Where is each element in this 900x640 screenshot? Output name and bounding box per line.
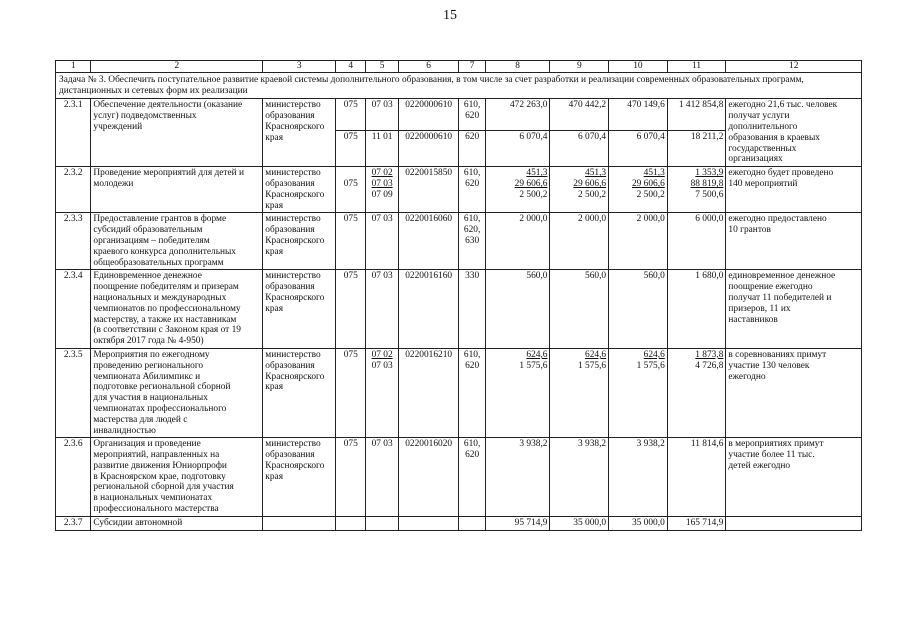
value-line: 29 606,6: [631, 178, 665, 189]
amount-year2: 3 938,2: [550, 438, 609, 517]
csr-code: 0220000610: [398, 131, 459, 167]
text-line: региональной сборной для участия: [93, 482, 234, 493]
agency: [263, 213, 336, 270]
amount-year1: 472 263,0: [485, 99, 550, 131]
table-row: [56, 348, 862, 437]
measure-name: [91, 438, 263, 517]
text-line: Красноярского: [265, 189, 325, 200]
value-line: 29 606,6: [573, 178, 607, 189]
amount-year1: 95 714,9: [485, 516, 550, 530]
text-line: образования: [265, 282, 315, 293]
amount-year1: [485, 167, 550, 213]
agency: [263, 99, 336, 167]
text-line: поощрение победителям и призерам: [93, 282, 239, 293]
text-line: ежегодно: [728, 371, 766, 382]
text-line: проведению регионального: [93, 360, 204, 371]
text-line: Красноярского: [265, 235, 325, 246]
header-cell: 1: [56, 61, 91, 73]
amount-year2: 35 000,0: [550, 516, 609, 530]
header-cell: 11: [667, 61, 726, 73]
vr-code: [459, 167, 485, 213]
expected-result: [726, 99, 862, 167]
text-line: субсидий образовательным: [93, 225, 203, 236]
amount-year3: 470 149,6: [609, 99, 668, 131]
text-line: получат услуги: [728, 111, 790, 122]
text-line: 610,: [463, 439, 481, 450]
text-line: образования в краевых: [728, 132, 820, 143]
text-line: Красноярского: [265, 460, 325, 471]
text-line: края: [265, 382, 284, 393]
vr-code: 610, 620: [459, 99, 485, 131]
row-number: 2.3.1: [56, 99, 91, 167]
amount-year2: 2 000,0: [550, 213, 609, 270]
header-cell: 2: [91, 61, 263, 73]
text-line: края: [265, 471, 284, 482]
csr-code: 0220016060: [398, 213, 459, 270]
text-line: 620: [465, 178, 480, 189]
header-cell: 12: [726, 61, 862, 73]
text-line: Красноярского: [265, 292, 325, 303]
agency: [263, 167, 336, 213]
header-row: [56, 61, 862, 73]
text-line: Красноярского: [265, 121, 325, 132]
amount-year2: [550, 167, 609, 213]
text-line: министерство: [265, 271, 321, 282]
amount-year3: [609, 167, 668, 213]
text-line: учреждений: [93, 121, 143, 132]
table-row: [56, 167, 862, 213]
vr-code: [459, 516, 485, 530]
text-line: 620: [465, 450, 480, 461]
text-line: чемпионата Абилимпикс и: [93, 371, 201, 382]
text-line: поощрение ежегодно: [728, 282, 813, 293]
text-line: молодежи: [93, 178, 134, 189]
text-line: чемпионатов по профессиональному: [93, 303, 241, 314]
text-line: края: [265, 246, 284, 257]
text-line: в национальных чемпионатах: [93, 493, 213, 504]
measure-name: [91, 99, 263, 167]
text-line: 610,: [463, 214, 481, 225]
rzpr-code: 07 03: [366, 270, 398, 349]
text-line: образования: [265, 111, 315, 122]
table-row: [56, 516, 862, 530]
row-number: 2.3.3: [56, 213, 91, 270]
amount-total: 1 680,0: [667, 270, 726, 349]
text-line: Проведение мероприятий для детей и: [93, 168, 245, 179]
text-line: Обеспечение деятельности (оказание: [93, 100, 243, 111]
value-line: 624,6: [585, 349, 607, 360]
amount-year1: [485, 348, 550, 437]
agency: [263, 516, 336, 530]
amount-total: 1 412 854,8: [667, 99, 726, 131]
csr-code: 0220000610: [398, 99, 459, 131]
text-line: в мероприятиях примут: [728, 439, 824, 450]
text-line: края: [265, 303, 284, 314]
value-line: 1 353,9: [695, 168, 724, 179]
value-line: 4 726,8: [695, 360, 724, 371]
expected-result: [726, 270, 862, 349]
text-line: национальных и международных: [93, 292, 227, 303]
csr-code: 0220015850: [398, 167, 459, 213]
amount-total: 11 814,6: [667, 438, 726, 517]
rzpr-code: 07 03: [366, 213, 398, 270]
vr-code: [459, 438, 485, 517]
text-line: образования: [265, 450, 315, 461]
text-line: общеобразовательных программ: [93, 257, 224, 268]
text-line: 10 грантов: [728, 225, 771, 236]
value-line: 451,3: [585, 168, 607, 179]
amount-year3: 6 070,4: [609, 131, 668, 167]
grbs-value: 075: [343, 178, 358, 189]
value-line: 88 819,8: [690, 178, 724, 189]
measure-name: [91, 348, 263, 437]
text-line: 620: [465, 360, 480, 371]
grbs-code: 075: [336, 270, 366, 349]
text-line: министерство: [265, 214, 321, 225]
agency: [263, 270, 336, 349]
rzpr-code: [366, 348, 398, 437]
value-line: 1 575,6: [519, 360, 548, 371]
task-title: Задача № 3. Обеспечить поступательное развитие краевой системы дополнительного образования, в том числе за счет разработки и реализации современных образовательных программ, дистанционных и сетевых форм их реализации: [56, 72, 862, 99]
text-line: наставников: [728, 314, 778, 325]
amount-year1: 560,0: [485, 270, 550, 349]
text-line: мастерству, а также их наставникам: [93, 314, 237, 325]
measure-name: [91, 167, 263, 213]
text-line: 610,: [463, 349, 481, 360]
grbs-code: 075: [336, 348, 366, 437]
text-line: участие более 11 тыс.: [728, 450, 815, 461]
value-line: 07 02: [371, 168, 393, 179]
header-cell: 3: [263, 61, 336, 73]
amount-year1: 6 070,4: [485, 131, 550, 167]
text-line: призеров, 11 их: [728, 303, 791, 314]
text-line: Красноярского: [265, 371, 325, 382]
grbs-code: 075: [336, 131, 366, 167]
header-cell: 6: [398, 61, 459, 73]
text-line: края: [265, 200, 284, 211]
row-number: 2.3.4: [56, 270, 91, 349]
amount-year2: [550, 348, 609, 437]
value-line: 1 575,6: [636, 360, 665, 371]
text-line: Единовременное денежное: [93, 271, 202, 282]
expected-result: [726, 516, 862, 530]
text-line: Субсидии автономной: [93, 517, 183, 528]
value-line: 07 03: [371, 360, 393, 371]
header-cell: 7: [459, 61, 485, 73]
text-line: развитие движения Юниорпрофи: [93, 460, 227, 471]
expected-result: [726, 167, 862, 213]
text-line: единовременное денежное: [728, 271, 836, 282]
amount-year3: 560,0: [609, 270, 668, 349]
text-line: края: [265, 132, 284, 143]
vr-code: [459, 348, 485, 437]
row-number: 2.3.5: [56, 348, 91, 437]
text-line: мастерства для людей с: [93, 414, 188, 425]
text-line: ежегодно предоставлено: [728, 214, 827, 225]
header-cell: 4: [336, 61, 366, 73]
text-line: подготовке региональной сборной: [93, 382, 231, 393]
text-line: министерство: [265, 439, 321, 450]
header-cell: 10: [609, 61, 668, 73]
text-line: министерство: [265, 100, 321, 111]
rzpr-code: 11 01: [366, 131, 398, 167]
value-line: 7 500,6: [695, 189, 724, 200]
measure-name: [91, 213, 263, 270]
text-line: организациям – победителям: [93, 235, 210, 246]
text-line: образования: [265, 178, 315, 189]
text-line: 620,: [463, 225, 481, 236]
value-line: 624,6: [643, 349, 665, 360]
amount-year3: 2 000,0: [609, 213, 668, 270]
text-line: детей ежегодно: [728, 460, 791, 471]
value-line: 624,6: [526, 349, 548, 360]
rzpr-code: [366, 516, 398, 530]
value-line: 07 03: [371, 178, 393, 189]
text-line: мероприятий, направленных на: [93, 450, 220, 461]
value-line: 451,3: [643, 168, 665, 179]
value-line: 07 09: [371, 189, 393, 200]
amount-year3: 35 000,0: [609, 516, 668, 530]
amount-total: [667, 348, 726, 437]
measure-name: [91, 270, 263, 349]
expected-result: [726, 438, 862, 517]
table-row: [56, 99, 862, 131]
row-number: 2.3.7: [56, 516, 91, 530]
grbs-code: 075: [336, 213, 366, 270]
csr-code: 0220016020: [398, 438, 459, 517]
text-line: инвалидностью: [93, 425, 156, 436]
table-row: [56, 438, 862, 517]
text-line: получат 11 победителей и: [728, 292, 832, 303]
rzpr-code: [366, 167, 398, 213]
value-line: 2 500,2: [577, 189, 607, 200]
text-line: образования: [265, 360, 315, 371]
grbs-code: 075: [336, 99, 366, 131]
measure-name: [91, 516, 263, 530]
text-line: Организация и проведение: [93, 439, 201, 450]
amount-year1: 3 938,2: [485, 438, 550, 517]
text-line: образования: [265, 225, 315, 236]
text-line: профессионального мастерства: [93, 504, 219, 515]
amount-year1: 2 000,0: [485, 213, 550, 270]
value-line: 2 500,2: [636, 189, 665, 200]
vr-code: [459, 270, 485, 349]
budget-table: [55, 60, 862, 531]
value-line: 1 873,8: [695, 349, 724, 360]
amount-total: 18 211,2: [667, 131, 726, 167]
expected-result: [726, 213, 862, 270]
text-line: для участия в национальных: [93, 393, 208, 404]
expected-result: [726, 348, 862, 437]
text-line: министерство: [265, 168, 321, 179]
grbs-code: [336, 167, 366, 213]
rzpr-code: 07 03: [366, 99, 398, 131]
row-number: 2.3.2: [56, 167, 91, 213]
amount-year3: 3 938,2: [609, 438, 668, 517]
amount-year2: 560,0: [550, 270, 609, 349]
agency: [263, 348, 336, 437]
text-line: организациях: [728, 154, 783, 165]
text-line: в соревнованиях примут: [728, 349, 827, 360]
text-line: (в соответствии с Законом края от 19: [93, 325, 241, 336]
text-line: 330: [465, 271, 480, 282]
amount-total: [667, 167, 726, 213]
amount-total: 6 000,0: [667, 213, 726, 270]
text-line: ежегодно будет проведено: [728, 168, 834, 179]
header-cell: 9: [550, 61, 609, 73]
text-line: услуг) подведомственных: [93, 111, 197, 122]
row-number: 2.3.6: [56, 438, 91, 517]
table-row: [56, 270, 862, 349]
csr-code: [398, 516, 459, 530]
text-line: 140 мероприятий: [728, 178, 798, 189]
text-line: государственных: [728, 143, 797, 154]
csr-code: 0220016210: [398, 348, 459, 437]
text-line: 630: [465, 235, 480, 246]
value-line: 07 02: [371, 349, 393, 360]
value-line: 29 606,6: [514, 178, 548, 189]
text-line: краевого конкурса дополнительных: [93, 246, 236, 257]
header-cell: 5: [366, 61, 398, 73]
grbs-code: [336, 516, 366, 530]
text-line: в Красноярском крае, подготовку: [93, 471, 226, 482]
vr-code: 620: [459, 131, 485, 167]
text-line: Предоставление грантов в форме: [93, 214, 227, 225]
value-line: 451,3: [526, 168, 548, 179]
text-line: октября 2017 года № 4-950): [93, 336, 204, 347]
amount-year2: 6 070,4: [550, 131, 609, 167]
text-line: 610,: [463, 168, 481, 179]
rzpr-code: 07 03: [366, 438, 398, 517]
header-cell: 8: [485, 61, 550, 73]
text-line: министерство: [265, 349, 321, 360]
text-line: чемпионатах профессионального: [93, 403, 227, 414]
amount-year3: [609, 348, 668, 437]
task-row: [56, 72, 862, 99]
text-line: участие 130 человек: [728, 360, 810, 371]
page-number: 15: [443, 8, 457, 23]
vr-code: [459, 213, 485, 270]
agency: [263, 438, 336, 517]
amount-total: 165 714,9: [667, 516, 726, 530]
value-line: 1 575,6: [577, 360, 607, 371]
amount-year2: 470 442,2: [550, 99, 609, 131]
value-line: 2 500,2: [519, 189, 548, 200]
csr-code: 0220016160: [398, 270, 459, 349]
text-line: ежегодно 21,6 тыс. человек: [728, 100, 838, 111]
grbs-code: 075: [336, 438, 366, 517]
text-line: дополнительного: [728, 121, 798, 132]
table-row: [56, 213, 862, 270]
text-line: Мероприятия по ежегодному: [93, 349, 210, 360]
